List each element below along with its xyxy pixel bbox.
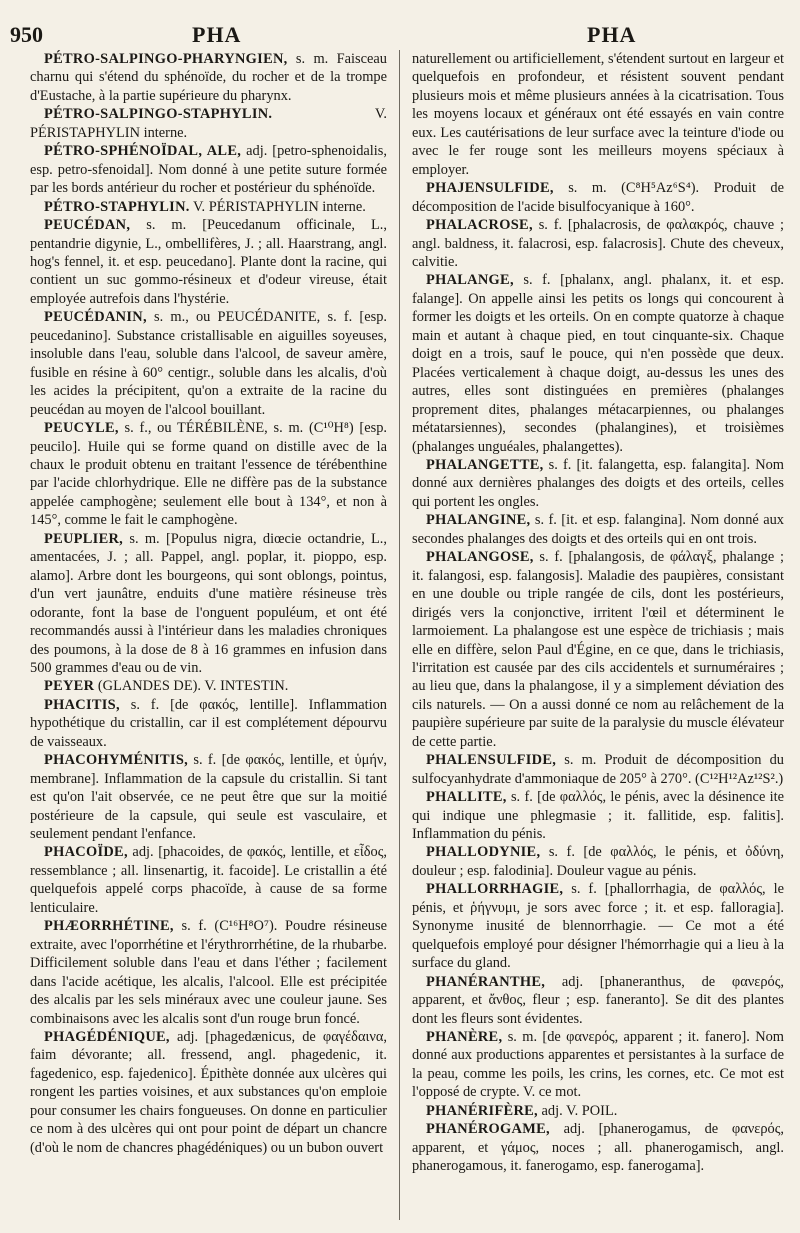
dictionary-entry	[30, 917, 387, 1028]
entry-text: s. f. [de φαλλός, le pénis, et ὀδύνη, douleur ; esp. falodinia]. Douleur vague au pénis.	[412, 844, 784, 879]
entry-headword: PHAJENSULFIDE,	[426, 180, 554, 197]
entry-headword: PEUPLIER,	[44, 530, 124, 547]
dictionary-entry	[30, 308, 387, 419]
dictionary-entry	[412, 1102, 784, 1120]
entry-headword: PHANÉRIFÈRE,	[426, 1102, 538, 1119]
dictionary-entry	[30, 530, 387, 678]
entry-headword: PÉTRO-SALPINGO-PHARYNGIEN,	[44, 51, 288, 67]
entry-headword: PEUCÉDAN,	[44, 217, 131, 234]
dictionary-entry	[30, 105, 387, 142]
entry-headword: PHALACROSE,	[426, 217, 533, 234]
dictionary-entry	[412, 843, 784, 880]
entry-text: V. PÉRISTAPHYLIN interne.	[189, 198, 366, 215]
entry-text: s. m., ou PEUCÉDANITE, s. f. [esp. peucedanino]. Substance cristallisable en aiguilles soyeuses, insoluble dans l'eau, soluble dans l'alcool, de saveur amère, fusible en résine à 60° centigr., soluble dans les alcalis, d'où les acides la précipitent, qu'on a extraite de la racine du peucédan au moyen de l'alcool bouillant.	[30, 309, 387, 418]
dictionary-entry	[412, 271, 784, 456]
page-number: 950	[10, 22, 43, 47]
entry-text: s. f., ou TÉRÉBILÈNE, s. m. (C¹⁰H⁸) [esp. peucilo]. Huile qui se forme quand on distille avec de la chaux le produit obtenu en traitant l'essence de térébenthine par l'acide chlorhydrique. Elle ne diffère pas de la substance appelée camphogène; seulement elle bout à 134°, et non à 145°, comme le fait le camphogène.	[30, 420, 387, 529]
entry-text: adj. [petro-sphenoidalis, esp. petro-sfenoidal]. Nom donné à une petite suture formée par les bords antérieur du rocher et postérieur du sphénoïde.	[30, 143, 387, 197]
dictionary-entry	[30, 843, 387, 917]
dictionary-entry	[412, 511, 784, 548]
dictionary-entry	[412, 548, 784, 751]
entry-text: adj. [phanerogamus, de φανερός, apparent, et γάμος, noces ; all. phanerogamisch, angl. phanerogamous, it. fanerogamo, esp. fanerogama].	[412, 1121, 784, 1175]
entry-headword: PEYER	[44, 678, 95, 695]
entry-headword: PHACOHYMÉNITIS,	[44, 752, 189, 769]
dictionary-entry	[412, 788, 784, 843]
entry-headword: PEUCÉDANIN,	[44, 309, 147, 326]
entry-text: adj. [phagedænicus, de φαγέδαινα, faim dévorante; all. fressend, angl. phagedenic, it. fagedenico, esp. fajedenico]. Épithète donnée aux ulcères qui rongent les parties voisines, et aux substances qu'on emploie pour consumer les chairs fongueuses. On donne en particulier ce nom à des ulcères qui ont pour point de départ un chancre (d'où le nom de chancres phagédéniques) ou un bubon ouvert	[30, 1029, 387, 1156]
entry-headword: PHAGÉDÉNIQUE,	[44, 1029, 170, 1046]
entry-text: s. f. [phalangosis, de φάλαγξ, phalange ; it. falangosi, esp. falangosis]. Maladie des paupières, consistant en une double ou triple rangée de cils, dont les postérieurs, dirigés vers la conjonctive, irritent l'œil et déterminent le larmoiement. La phalangose est une espèce de trichiasis ; mais elle en diffère, selon Paul d'Égine, en ce que, dans le trichiasis, l'irritation est causée par des cils accidentels et surnuméraires ; au lieu que, dans la phalangose, il y a simplement déviation des cils naturels. — On a aussi donné ce nom au relâchement de la paupière supérieure par suite de la paralysie du muscle élévateur de cette partie.	[412, 549, 784, 750]
entry-headword: PHANÈRE,	[426, 1029, 503, 1046]
entry-text: adj. [phaneranthus, de φανερός, apparent, et ἄνθος, fleur ; esp. faneranto]. Se dit des plantes dont les fleurs sont évidentes.	[412, 973, 784, 1027]
entry-headword: PÉTRO-SPHÉNOÏDAL, ALE,	[44, 143, 242, 160]
entry-headword: PHACITIS,	[44, 696, 120, 713]
entry-text: s. f. [phalanx, angl. phalanx, it. et esp. falange]. On appelle ainsi les petits os longs qui concourent à former les doigts et les orteils. On en compte quatorze à chaque main et autant à chaque pied, en tout cinquante-six. Chaque doigt en a trois, sauf le pouce, qui n'en possède que deux. Placées verticalement à chaque doigt, au-dessus les unes des autres, elles sont distinguées en premières (phalanges proprement dites, phalanges métacarpiennes, ou phalanges métatarsiennes), secondes (phalangines), et troisièmes (phalanges unguéales, phalangettes).	[412, 272, 784, 455]
entry-text: s. f. [it. et esp. falangina]. Nom donné aux secondes phalanges des doigts et des orteils qui en ont trois.	[412, 512, 784, 547]
dictionary-entry	[412, 50, 784, 179]
entry-headword: PHACOÏDE,	[44, 844, 128, 861]
entry-headword: PÉTRO-STAPHYLIN.	[44, 198, 190, 215]
entry-headword: PHALANGETTE,	[426, 456, 544, 473]
entry-headword: PHÆORRHÉTINE,	[44, 918, 174, 935]
dictionary-entry	[412, 456, 784, 511]
dictionary-entry	[412, 880, 784, 972]
entry-text: s. f. [de φαλλός, le pénis, avec la désinence ite qui indique une phlegmasie ; it. fallitide, esp. falitis]. Inflammation du pénis.	[412, 789, 784, 843]
entry-text: s. f. [it. falangetta, esp. falangita]. Nom donné aux dernières phalanges des doigts et des orteils, celles qui portent les ongles.	[412, 456, 784, 510]
entry-headword: PHALLODYNIE,	[426, 844, 541, 861]
entry-text: s. m. [Peucedanum officinale, L., pentandrie digynie, L., ombellifères, J. ; all. Haarstrang, angl. hog's fennel, it. et esp. peucedano]. Plante dont la racine, qui contient un suc gommo-résineux et d'odeur vireuse, était employée autrefois dans l'hystérie.	[30, 217, 387, 307]
dictionary-entry	[412, 973, 784, 1028]
entry-text: s. f. [de φακός, lentille]. Inflammation hypothétique du cristallin, car il est complétement dépourvu de vaisseaux.	[30, 696, 387, 750]
dictionary-entry	[412, 1028, 784, 1102]
right-column	[412, 50, 784, 1176]
entry-headword: PHALANGOSE,	[426, 549, 534, 566]
dictionary-entry	[30, 751, 387, 843]
entry-text: s. m. Produit de décomposition du sulfocyanhydrate d'ammoniaque de 205° à 270°. (C¹²H¹²Az¹²S².)	[412, 752, 784, 787]
dictionary-entry	[30, 677, 387, 695]
entry-headword: PHALENSULFIDE,	[426, 752, 557, 769]
entry-headword: PHANÉRANTHE,	[426, 973, 546, 990]
page-header	[0, 12, 800, 46]
entry-headword: PHALLITE,	[426, 789, 507, 806]
entry-text: s. m. (C⁸H⁵Az⁶S⁴). Produit de décomposition de l'acide bisulfocyanique à 160°.	[412, 180, 784, 215]
dictionary-entry	[30, 198, 387, 216]
column-divider	[399, 50, 400, 1220]
dictionary-entry	[30, 1028, 387, 1157]
entry-headword: PHANÉROGAME,	[426, 1121, 550, 1138]
entry-headword: PEUCYLE,	[44, 420, 119, 437]
entry-text: s. m. [de φανερός, apparent ; it. fanero]. Nom donné aux productions apparentes et persistantes à la surface de la peau, comme les poils, les crins, les cornes, etc. Ce mot est l'opposé de crypte. V. ce mot.	[412, 1029, 784, 1101]
entry-text: s. f. (C¹⁶H⁸O⁷). Poudre résineuse extraite, avec l'oporrhétine et l'érythrorrhétine, de la rhubarbe. Difficilement soluble dans l'eau et dans l'éther ; facilement dans l'acide acétique, les alcalis, l'alcool. Elle est précipitée des alcalis par les sels minéraux avec une couleur jaune. Ses combinaisons avec les alcalis sont d'un rouge brun foncé.	[30, 918, 387, 1027]
entry-text: naturellement ou artificiellement, s'étendent surtout en largeur et quelquefois en profondeur, et résistent souvent pendant plusieurs mois et même plusieurs années à la cicatrisation. Tous les moyens locaux et généraux ont été essayés en vain contre eux. Les cautérisations de leur surface avec la teinture d'iode ou avec le fer rouge sont les meilleurs moyens spéciaux à employer.	[412, 51, 784, 178]
entry-text: s. m. [Populus nigra, diœcie octandrie, L., amentacées, J. ; all. Pappel, angl. poplar, it. pioppo, esp. alamo]. Arbre dont les bourgeons, qui sont oblongs, pointus, d'un vert jaunâtre, enduits d'une matière résineuse très odorante, font la base de l'onguent populéum, et ont été recommandés aussi à l'intérieur dans les maladies chroniques des poumons, à la dose de 8 à 16 grammes en infusion dans 500 grammes d'eau ou de vin.	[30, 530, 387, 676]
running-head-left: PHA	[192, 22, 242, 47]
entry-headword: PHALANGINE,	[426, 512, 531, 529]
entry-headword: PHALANGE,	[426, 272, 514, 289]
entry-text: s. f. [phallorrhagia, de φαλλός, le pénis, et ῥήγνυμι, je sors avec force ; it. et esp. falloragia]. Synonyme inusité de blennorrhagie. — Ce mot a été quelquefois employé pour désigner l'hémorrhagie qui a lieu à la surface du gland.	[412, 881, 784, 972]
dictionary-entry	[30, 696, 387, 751]
entry-text: s. m. Faisceau charnu qui s'étend du sphénoïde, du rocher et de la trompe d'Eustache, à la partie supérieure du pharynx.	[30, 51, 387, 104]
entry-text: adj. [phacoides, de φακός, lentille, et εἶδος, ressemblance ; all. linsenartig, it. facoide]. Le cristallin a été quelquefois appelé corps phacoïde, à cause de sa forme lenticulaire.	[30, 844, 387, 916]
dictionary-entry	[30, 419, 387, 530]
dictionary-entry	[412, 216, 784, 271]
running-head-right: PHA	[587, 22, 637, 47]
entry-text: (GLANDES DE). V. INTESTIN.	[94, 678, 289, 695]
dictionary-entry	[412, 1120, 784, 1175]
dictionary-entry	[412, 179, 784, 216]
entry-text: s. f. [de φακός, lentille, et ὑμήν, membrane]. Inflammation de la capsule du cristallin. Si tant est qu'on l'ait observée, ce ne peut être que sur la moitié postérieure de la capsule, qui seule est vasculaire, et seulement pendant l'enfance.	[30, 752, 387, 843]
left-column	[30, 50, 387, 1157]
dictionary-entry	[412, 751, 784, 788]
dictionary-entry	[30, 142, 387, 197]
entry-headword: PHALLORRHAGIE,	[426, 881, 564, 898]
entry-text: adj. V. POIL.	[537, 1102, 618, 1119]
dictionary-entry	[30, 50, 387, 105]
entry-text: V. PÉRISTAPHYLIN interne.	[30, 106, 387, 141]
dictionary-entry	[30, 216, 387, 308]
entry-headword: PÉTRO-SALPINGO-STAPHYLIN.	[44, 106, 273, 123]
entry-text: s. f. [phalacrosis, de φαλακρός, chauve ; angl. baldness, it. falacrosi, esp. falacrosis]. Chute des cheveux, calvitie.	[412, 217, 784, 270]
